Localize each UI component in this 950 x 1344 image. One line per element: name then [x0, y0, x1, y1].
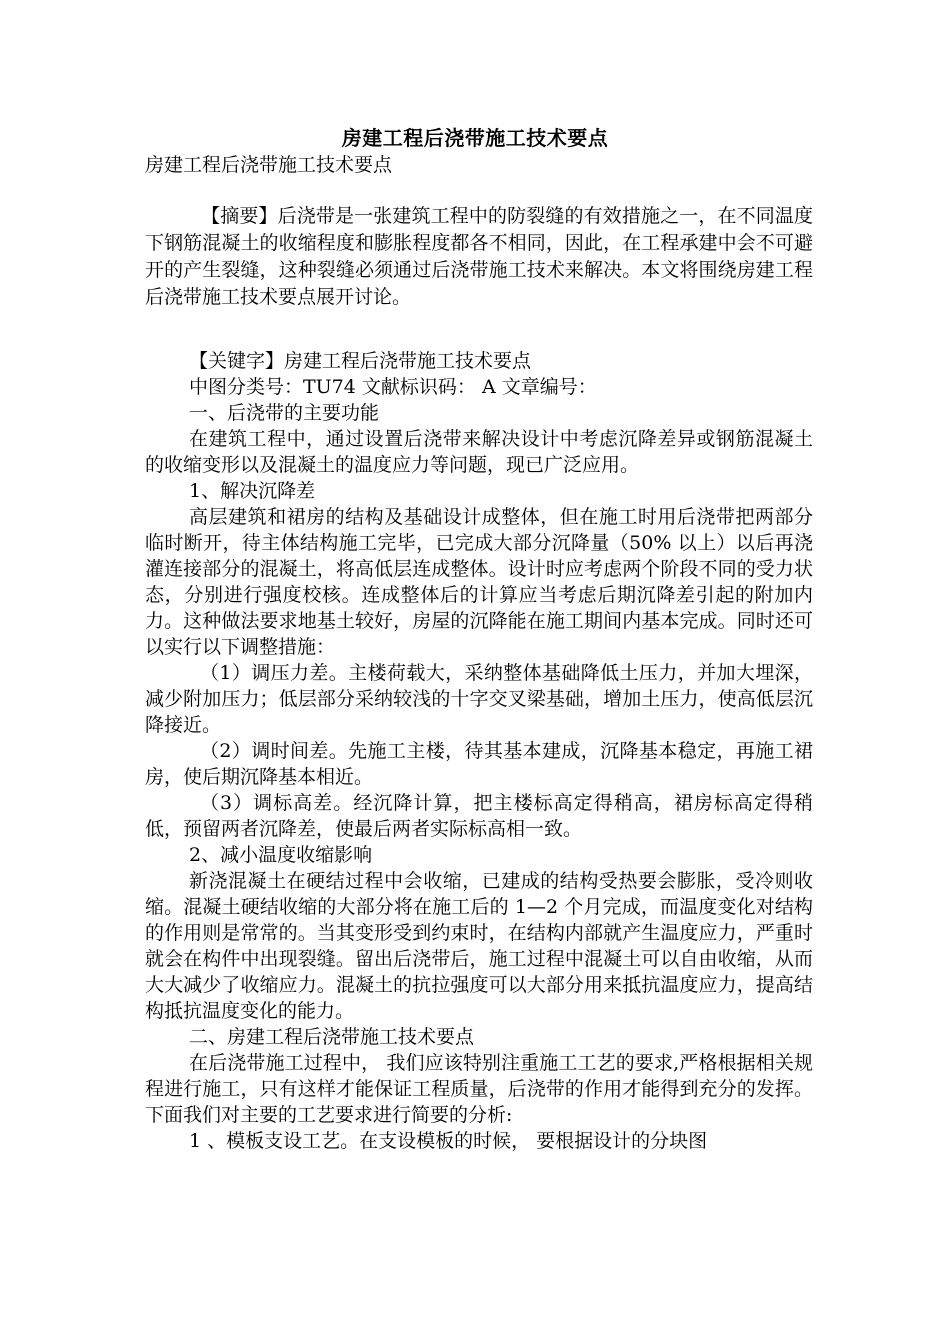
document-content	[145, 348, 813, 1154]
section-heading: 一、后浇带的主要功能	[189, 402, 380, 424]
document-title: 房建工程后浇带施工技术要点	[341, 126, 609, 150]
abstract-paragraph	[145, 203, 813, 311]
section-heading: 二、房建工程后浇带施工技术要点	[189, 1026, 475, 1048]
list-item: （1）调压力差。主楼荷载大，采纳整体基础降低土压力，并加大埋深，减少附加压力；低层部分采纳较浅的十字交叉梁基础，增加土压力，使高低层沉降接近。	[145, 662, 813, 736]
subsection-heading: 2、减小温度收缩影响	[189, 844, 373, 866]
paragraph: 新浇混凝土在硬结过程中会收缩，已建成的结构受热要会膨胀，受冷则收缩。混凝土硬结收缩的大部分将在施工后的 1—2 个月完成，而温度变化对结构的作用则是常常的。当其变形受到约束时，在结构内部就产生温度应力，严重时就会在构件中出现裂缝。留出后浇带后，施工过程中混凝土可以自由收缩，从而大大减少了收缩应力。混凝土的抗拉强度可以大部分用来抵抗温度应力，提高结构抵抗温度变化的能力。	[145, 870, 813, 1022]
document-subtitle: 房建工程后浇带施工技术要点	[145, 154, 393, 176]
abstract-text: 【摘要】后浇带是一张建筑工程中的防裂缝的有效措施之一，在不同温度下钢筋混凝土的收缩程度和膨胀程度都各不相同，因此，在工程承建中会不可避开的产生裂缝，这种裂缝必须通过后浇带施工技术来解决。本文将围绕房建工程后浇带施工技术要点展开讨论。	[145, 205, 813, 308]
subsection-heading: 1、解决沉降差	[189, 480, 316, 502]
paragraph: 高层建筑和裙房的结构及基础设计成整体，但在施工时用后浇带把两部分临时断开，待主体结构施工完毕，已完成大部分沉降量（50% 以上）以后再浇灌连接部分的混凝土，将高低层连成整体。设计时应考虑两个阶段不同的受力状态，分别进行强度校核。连成整体后的计算应当考虑后期沉降差引起的附加内力。这种做法要求地基土较好，房屋的沉降能在施工期间内基本完成。同时还可以实行以下调整措施：	[145, 506, 813, 658]
paragraph: 在建筑工程中，通过设置后浇带来解决设计中考虑沉降差异或钢筋混凝土的收缩变形以及混凝土的温度应力等问题，现已广泛应用。	[145, 428, 813, 476]
keywords-line: 【关键字】房建工程后浇带施工技术要点	[189, 350, 532, 372]
paragraph: 1 、模板支设工艺。在支设模板的时候， 要根据设计的分块图	[189, 1130, 708, 1152]
paragraph: 在后浇带施工过程中， 我们应该特别注重施工工艺的要求,严格根据相关规程进行施工，只有这样才能保证工程质量，后浇带的作用才能得到充分的发挥。下面我们对主要的工艺要求进行简要的分析:	[145, 1052, 813, 1126]
list-item: （3）调标高差。经沉降计算，把主楼标高定得稍高，裙房标高定得稍低，预留两者沉降差，使最后两者实际标高相一致。	[145, 792, 813, 840]
list-item: （2）调时间差。先施工主楼，待其基本建成，沉降基本稳定，再施工裙房，使后期沉降基本相近。	[145, 740, 813, 788]
classification-line: 中图分类号：TU74 文献标识码： A 文章编号：	[189, 376, 597, 398]
